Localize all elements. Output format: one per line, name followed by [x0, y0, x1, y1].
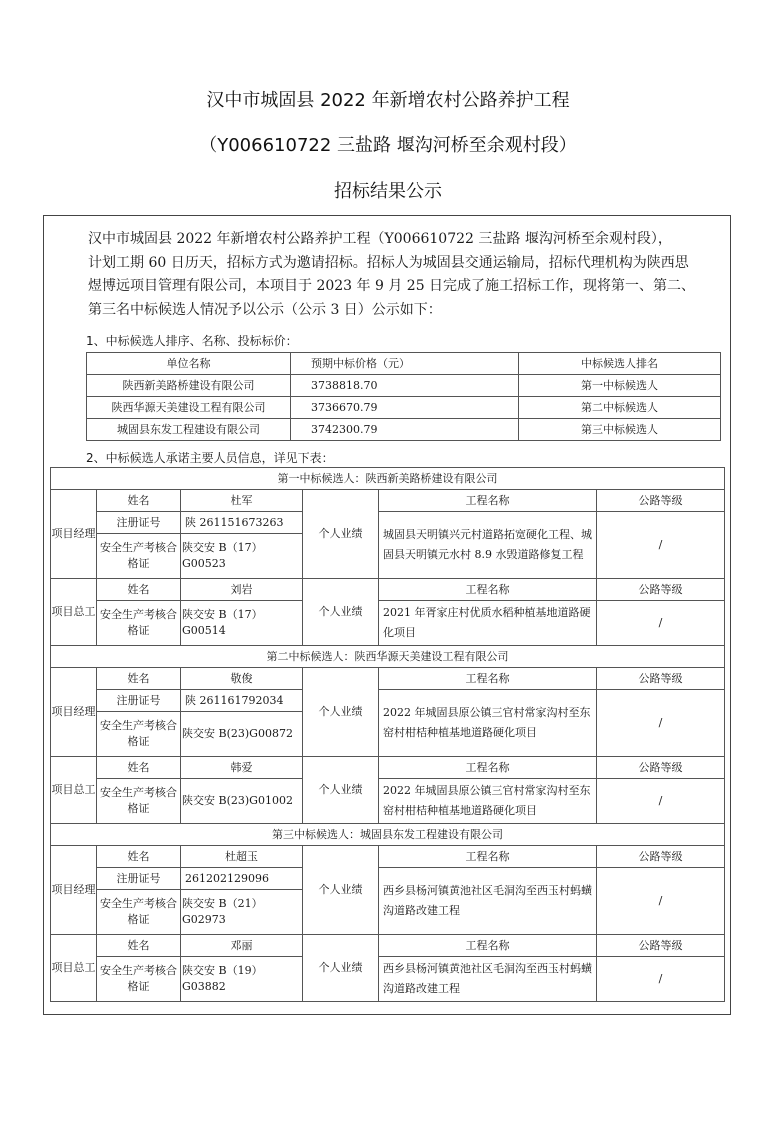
safety-value: 陕交安 B(23)G01002: [181, 779, 303, 824]
table-row: [87, 419, 721, 441]
table-row: [51, 668, 725, 690]
field-label: 姓名: [97, 579, 181, 601]
document-title: 汉中市城固县 2022 年新增农村公路养护工程: [206, 90, 570, 111]
safety-value: 陕交安 B（17）G00523: [181, 534, 303, 579]
field-label: 注册证号: [97, 868, 181, 890]
price-cell: 3742300.79: [291, 419, 519, 441]
rank-cell: 第一中标候选人: [519, 375, 721, 397]
table-header-row: [87, 353, 721, 375]
column-label: 工程名称: [379, 757, 597, 779]
column-label: 公路等级: [597, 668, 725, 690]
column-label: 工程名称: [379, 668, 597, 690]
intro-line: 计划工期 60 日历天，招标方式为邀请招标。招标人为城固县交通运输局，招标代理机构为陕西思: [88, 254, 689, 271]
field-label: 安全生产考核合格证: [97, 534, 181, 579]
column-label: 工程名称: [379, 579, 597, 601]
candidate-heading: 第二中标候选人：陕西华源天美建设工程有限公司: [51, 646, 725, 668]
column-label: 公路等级: [597, 935, 725, 957]
performance-label: 个人业绩: [303, 935, 379, 1002]
reg-value: 陕 261151673263: [181, 512, 303, 534]
field-label: 安全生产考核合格证: [97, 890, 181, 935]
company-cell: 陕西华源天美建设工程有限公司: [87, 397, 291, 419]
intro-line: 煜博远项目管理有限公司，本项目于 2023 年 9 月 25 日完成了施工招标工作，现将第一、第二、: [88, 278, 696, 294]
column-label: 公路等级: [597, 579, 725, 601]
rank-cell: 第三中标候选人: [519, 419, 721, 441]
table-row: [51, 757, 725, 779]
column-label: 公路等级: [597, 490, 725, 512]
field-label: 安全生产考核合格证: [97, 601, 181, 646]
name-value: 韩爱: [181, 757, 303, 779]
field-label: 姓名: [97, 757, 181, 779]
project-value: 2022 年城固县原公镇三官村常家沟村至东窑村柑桔种植基地道路硬化项目: [379, 779, 597, 824]
reg-value: 261202129096: [181, 868, 303, 890]
header-cell: 单位名称: [87, 353, 291, 375]
header-cell: 中标候选人排名: [519, 353, 721, 375]
name-value: 刘岩: [181, 579, 303, 601]
table-row: [51, 468, 725, 490]
grade-value: /: [597, 868, 725, 935]
field-label: 姓名: [97, 846, 181, 868]
column-label: 公路等级: [597, 846, 725, 868]
table-row: [51, 846, 725, 868]
table-row: [51, 690, 725, 712]
table-row: [51, 935, 725, 957]
performance-label: 个人业绩: [303, 490, 379, 579]
header-cell: 预期中标价格（元）: [291, 353, 519, 375]
field-label: 姓名: [97, 668, 181, 690]
name-value: 杜超玉: [181, 846, 303, 868]
project-value: 2021 年胥家庄村优质水稻种植基地道路硬化项目: [379, 601, 597, 646]
rank-cell: 第二中标候选人: [519, 397, 721, 419]
intro-line: 第三名中标候选人情况予以公示（公示 3 日）公示如下：: [88, 301, 442, 318]
grade-value: /: [597, 957, 725, 1002]
safety-value: 陕交安 B（19）G03882: [181, 957, 303, 1002]
field-label: 安全生产考核合格证: [97, 957, 181, 1002]
table-row: [51, 868, 725, 890]
table-row: [51, 579, 725, 601]
column-label: 工程名称: [379, 490, 597, 512]
role-label: 项目总工: [51, 935, 97, 1002]
price-cell: 3738818.70: [291, 375, 519, 397]
table-row: [87, 397, 721, 419]
project-value: 2022 年城固县原公镇三官村常家沟村至东窑村柑桔种植基地道路硬化项目: [379, 690, 597, 757]
field-label: 姓名: [97, 935, 181, 957]
column-label: 工程名称: [379, 846, 597, 868]
project-value: 西乡县杨河镇黄池社区毛洞沟至西玉村蚂蟥沟道路改建工程: [379, 957, 597, 1002]
field-label: 姓名: [97, 490, 181, 512]
table-row: [51, 824, 725, 846]
role-label: 项目总工: [51, 579, 97, 646]
column-label: 公路等级: [597, 757, 725, 779]
name-value: 敬俊: [181, 668, 303, 690]
candidate-heading: 第一中标候选人：陕西新美路桥建设有限公司: [51, 468, 725, 490]
role-label: 项目经理: [51, 490, 97, 579]
candidate-heading: 第三中标候选人：城固县东发工程建设有限公司: [51, 824, 725, 846]
safety-value: 陕交安 B(23)G00872: [181, 712, 303, 757]
performance-label: 个人业绩: [303, 579, 379, 646]
role-label: 项目经理: [51, 846, 97, 935]
intro-line: 汉中市城固县 2022 年新增农村公路养护工程（Y006610722 三盐路 堰沟河桥至余观村段），: [88, 231, 672, 247]
grade-value: /: [597, 601, 725, 646]
performance-label: 个人业绩: [303, 846, 379, 935]
grade-value: /: [597, 690, 725, 757]
field-label: 安全生产考核合格证: [97, 712, 181, 757]
field-label: 注册证号: [97, 690, 181, 712]
name-value: 邓丽: [181, 935, 303, 957]
grade-value: /: [597, 512, 725, 579]
reg-value: 陕 261161792034: [181, 690, 303, 712]
table-row: [51, 490, 725, 512]
table-row: [51, 779, 725, 824]
project-value: 城固县天明镇兴元村道路拓宽硬化工程、城固县天明镇元水村 8.9 水毁道路修复工程: [379, 512, 597, 579]
role-label: 项目经理: [51, 668, 97, 757]
safety-value: 陕交安 B（21）G02973: [181, 890, 303, 935]
table-row: [51, 601, 725, 646]
performance-label: 个人业绩: [303, 757, 379, 824]
field-label: 注册证号: [97, 512, 181, 534]
table-row: [51, 512, 725, 534]
ranking-table: [86, 352, 721, 441]
personnel-table: [50, 467, 725, 1002]
table-row: [51, 646, 725, 668]
name-value: 杜军: [181, 490, 303, 512]
column-label: 工程名称: [379, 935, 597, 957]
table-row: [51, 957, 725, 1002]
intro-paragraph: [88, 228, 728, 322]
section-1-heading: 1、中标候选人排序、名称、投标标价：: [86, 334, 298, 348]
document-subtitle: （Y006610722 三盐路 堰沟河桥至余观村段）: [199, 135, 577, 156]
section-2-heading: 2、中标候选人承诺主要人员信息，详见下表：: [86, 451, 334, 465]
grade-value: /: [597, 779, 725, 824]
table-row: [87, 375, 721, 397]
company-cell: 陕西新美路桥建设有限公司: [87, 375, 291, 397]
safety-value: 陕交安 B（17）G00514: [181, 601, 303, 646]
field-label: 安全生产考核合格证: [97, 779, 181, 824]
project-value: 西乡县杨河镇黄池社区毛洞沟至西玉村蚂蟥沟道路改建工程: [379, 868, 597, 935]
document-heading: 招标结果公示: [334, 181, 442, 202]
role-label: 项目总工: [51, 757, 97, 824]
price-cell: 3736670.79: [291, 397, 519, 419]
company-cell: 城固县东发工程建设有限公司: [87, 419, 291, 441]
performance-label: 个人业绩: [303, 668, 379, 757]
